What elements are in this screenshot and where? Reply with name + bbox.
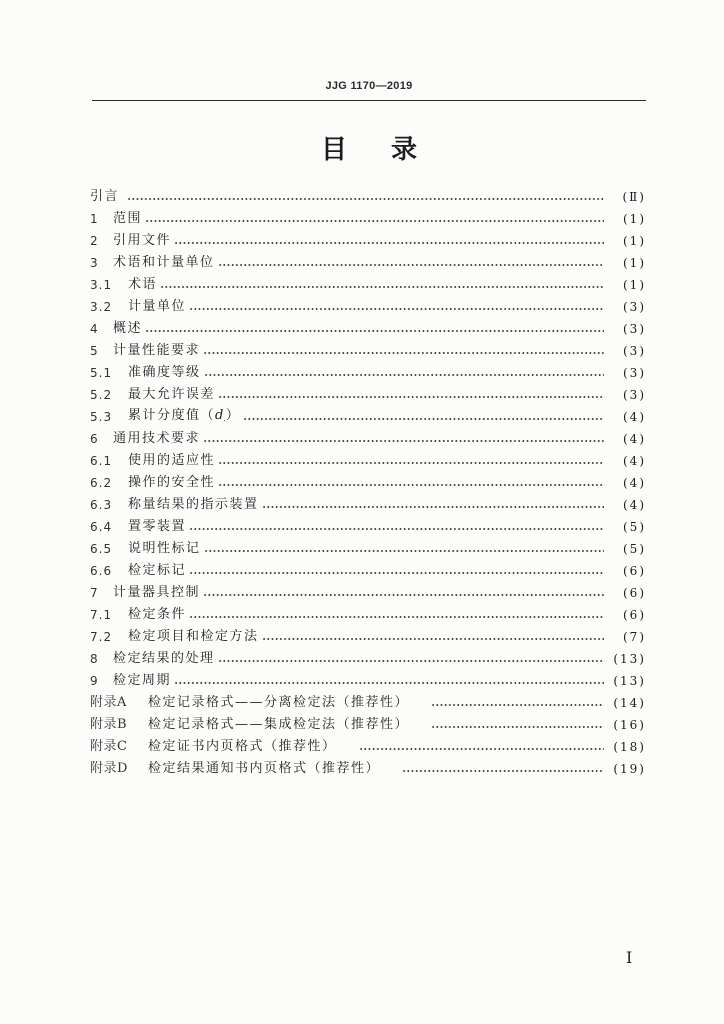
toc-entry-title: 通用技术要求	[113, 431, 201, 446]
toc-entry-number: 7.2	[90, 630, 113, 644]
toc-entry-number: 附录C	[90, 739, 128, 754]
dot-leader	[174, 670, 604, 692]
toc-entry-page: (3)	[623, 366, 646, 380]
toc-entry-number: 6	[90, 432, 99, 446]
toc-entry	[90, 538, 646, 560]
toc-entry-title: 置零装置	[128, 519, 187, 534]
toc-entry-number: 7.1	[90, 608, 113, 622]
toc-entry	[90, 516, 646, 538]
dot-leader	[145, 208, 604, 230]
toc-entry-page: (4)	[623, 498, 646, 512]
dot-leader	[218, 648, 604, 670]
toc-entry-title	[128, 405, 240, 430]
toc-entry-page: (13)	[613, 674, 646, 688]
toc-entry-number: 6.6	[90, 564, 113, 578]
toc-entry-number: 5.2	[90, 388, 113, 402]
toc-entry-number: 附录A	[90, 695, 127, 710]
dot-leader	[243, 406, 604, 428]
toc-entry-title: 检定结果的处理	[113, 651, 215, 666]
toc-entry-number: 3.2	[90, 300, 113, 314]
toc-entry	[90, 582, 646, 604]
dot-leader	[431, 714, 604, 736]
toc-entry	[90, 648, 646, 670]
toc-entry-title: 范围	[113, 211, 143, 226]
toc-entry-number: 7	[90, 586, 99, 600]
toc-entry	[90, 428, 646, 450]
toc-entry-page: (1)	[623, 212, 646, 226]
dot-leader	[431, 692, 604, 714]
page-number: I	[626, 948, 633, 967]
toc-entry-title: 检定条件	[128, 607, 187, 622]
toc-entry-page: (3)	[623, 344, 646, 358]
toc-entry-title: 概述	[113, 321, 143, 336]
dot-leader	[145, 318, 604, 340]
toc-entry-number: 5	[90, 344, 99, 358]
dot-leader	[189, 604, 604, 626]
toc-entry-title: 术语和计量单位	[113, 255, 215, 270]
toc-entry-number: 6.2	[90, 476, 113, 490]
toc-entry	[90, 626, 646, 648]
toc-entry	[90, 274, 646, 296]
toc-entry-title: 计量器具控制	[113, 585, 201, 600]
dot-leader	[218, 450, 604, 472]
toc-entry-number: 5.1	[90, 366, 113, 380]
toc-entry	[90, 406, 646, 428]
toc-entry	[90, 604, 646, 626]
toc-entry	[90, 494, 646, 516]
dot-leader	[174, 230, 604, 252]
toc-entry-symbol-subscript: .	[223, 413, 226, 423]
dot-leader	[189, 516, 604, 538]
toc-entry-number: 附录D	[90, 761, 128, 776]
toc-entry-page: (1)	[623, 256, 646, 270]
table-of-contents	[90, 186, 646, 780]
toc-entry	[90, 758, 646, 780]
toc-entry-number: 6.5	[90, 542, 113, 556]
dot-leader	[218, 472, 604, 494]
toc-entry-page: (13)	[613, 652, 646, 666]
toc-entry-title: 检定记录格式——分离检定法（推荐性）	[148, 695, 410, 710]
toc-entry	[90, 714, 646, 736]
toc-entry-page: (3)	[623, 322, 646, 336]
toc-entry-page: (3)	[623, 388, 646, 402]
toc-entry-page: (4)	[623, 454, 646, 468]
toc-entry-page: (7)	[623, 630, 646, 644]
toc-entry-title-text: 累计分度值（	[128, 407, 216, 423]
toc-entry	[90, 230, 646, 252]
toc-entry-page: (Ⅱ)	[622, 190, 646, 204]
toc-entry-number: 附录B	[90, 717, 128, 732]
toc-entry-page: (4)	[623, 432, 646, 446]
toc-entry-number: 2	[90, 234, 99, 248]
toc-entry-page: (6)	[623, 608, 646, 622]
toc-entry-title: 最大允许误差	[128, 387, 216, 402]
toc-entry-title: 检定结果通知书内页格式（推荐性）	[148, 761, 381, 776]
toc-entry-title: 使用的适应性	[128, 453, 216, 468]
toc-entry-title: 引用文件	[113, 233, 172, 248]
toc-entry-page: (4)	[623, 410, 646, 424]
toc-entry	[90, 208, 646, 230]
toc-entry-number: 3.1	[90, 278, 113, 292]
toc-entry	[90, 252, 646, 274]
toc-entry-title: 准确度等级	[128, 365, 201, 380]
toc-entry	[90, 296, 646, 318]
toc-entry-title: 计量性能要求	[113, 343, 201, 358]
toc-entry-title-end: ）	[225, 407, 241, 423]
toc-entry-number: 6.4	[90, 520, 113, 534]
toc-entry-number: 9	[90, 674, 99, 688]
toc-entry-title: 引言	[90, 189, 120, 204]
toc-entry	[90, 318, 646, 340]
toc-entry-page: (5)	[623, 520, 646, 534]
toc-entry	[90, 186, 646, 208]
toc-entry-symbol: d	[215, 407, 224, 423]
toc-entry-number: 5.3	[90, 410, 113, 424]
toc-entry-title: 称量结果的指示装置	[128, 497, 259, 512]
toc-entry-page: (3)	[623, 300, 646, 314]
toc-entry	[90, 362, 646, 384]
toc-entry-page: (16)	[613, 718, 646, 732]
toc-entry-number: 3	[90, 256, 99, 270]
dot-leader	[189, 296, 604, 318]
toc-heading: 目录	[320, 135, 461, 165]
toc-entry	[90, 736, 646, 758]
toc-entry-number: 6.3	[90, 498, 113, 512]
dot-leader	[127, 186, 604, 208]
toc-entry-title: 操作的安全性	[128, 475, 216, 490]
dot-leader	[218, 384, 604, 406]
toc-entry-page: (1)	[623, 278, 646, 292]
toc-entry	[90, 560, 646, 582]
toc-entry-number: 4	[90, 322, 99, 336]
header-rule	[92, 100, 646, 101]
toc-entry-number: 1	[90, 212, 99, 226]
dot-leader	[204, 362, 604, 384]
toc-entry-title: 说明性标记	[128, 541, 201, 556]
toc-entry	[90, 692, 646, 714]
toc-entry-page: (4)	[623, 476, 646, 490]
dot-leader	[189, 560, 604, 582]
toc-entry	[90, 384, 646, 406]
toc-entry-title: 术语	[128, 277, 158, 292]
dot-leader	[203, 340, 604, 362]
toc-entry-title: 检定项目和检定方法	[128, 629, 259, 644]
dot-leader	[402, 758, 604, 780]
toc-entry-page: (6)	[623, 564, 646, 578]
dot-leader	[262, 626, 604, 648]
toc-entry	[90, 670, 646, 692]
toc-entry-page: (1)	[623, 234, 646, 248]
standard-code-header: JJG 1170—2019	[325, 80, 413, 92]
toc-entry-page: (5)	[623, 542, 646, 556]
dot-leader	[262, 494, 604, 516]
dot-leader	[204, 538, 604, 560]
toc-entry	[90, 450, 646, 472]
toc-entry-title: 计量单位	[128, 299, 187, 314]
toc-entry-page: (18)	[613, 740, 646, 754]
toc-entry-title: 检定记录格式——集成检定法（推荐性）	[148, 717, 410, 732]
toc-entry-title: 检定周期	[113, 673, 172, 688]
toc-entry-page: (6)	[623, 586, 646, 600]
toc-entry-title: 检定标记	[128, 563, 187, 578]
dot-leader	[203, 582, 604, 604]
toc-entry-number: 6.1	[90, 454, 113, 468]
toc-entry	[90, 472, 646, 494]
toc-entry-page: (14)	[613, 696, 646, 710]
toc-entry-number: 8	[90, 652, 99, 666]
dot-leader	[203, 428, 604, 450]
dot-leader	[359, 736, 604, 758]
toc-entry-title: 检定证书内页格式（推荐性）	[148, 739, 337, 754]
toc-entry	[90, 340, 646, 362]
dot-leader	[218, 252, 604, 274]
dot-leader	[160, 274, 604, 296]
toc-entry-page: (19)	[613, 762, 646, 776]
